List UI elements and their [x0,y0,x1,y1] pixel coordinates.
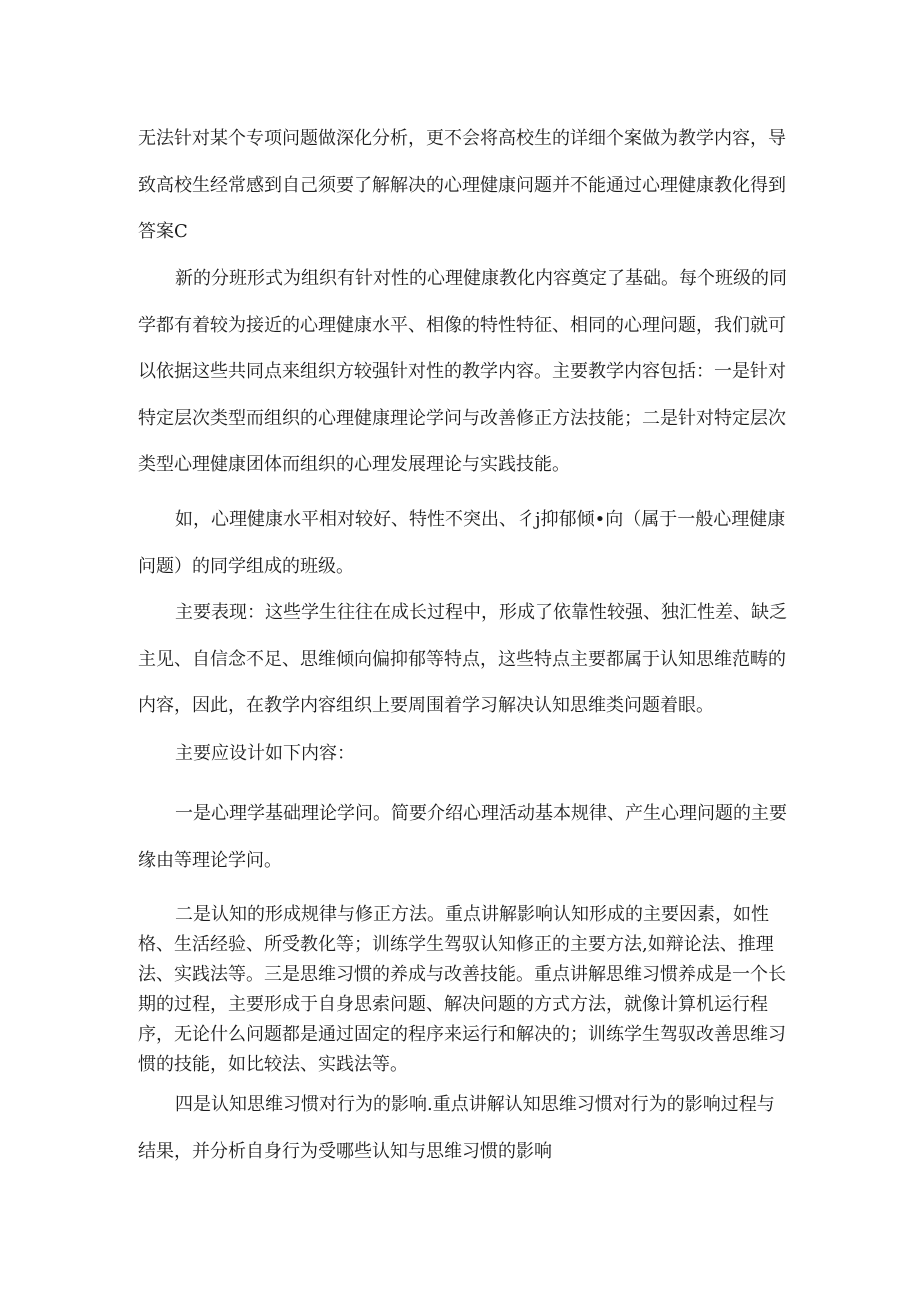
paragraph-3: 如，心理健康水平相对较好、特性不突出、彳j抑郁倾•向（属于一般心理健康问题）的同学组成的班级。 [138,509,786,577]
paragraph-1: 无法针对某个专项问题做深化分析，更不会将高校生的详细个案做为教学内容，导致高校生经常感到自己须要了解解决的心理健康问题并不能通过心理健康教化得到答案C [138,128,786,242]
paragraph-4: 主要表现：这些学生往往在成长过程中，形成了依靠性较强、独汇性差、缺乏主见、自信念不足、思维倾向偏抑郁等特点，这些特点主要都属于认知思维范畴的内容，因此，在教学内容组织上要周围着学习解决认知思维类问题着眼。 [138,602,787,716]
paragraph-5: 主要应设计如下内容： [175,743,355,764]
paragraph-2: 新的分班形式为组织有针对性的心理健康教化内容奠定了基础。每个班级的同学都有着较为接近的心理健康水平、相像的特性特征、相同的心理问题，我们就可以依据这些共同点来组织方较强针对性的教学内容。主要教学内容包括：一是针对特定层次类型而组织的心理健康理论学问与改善修正方法技能；二是针对特定层次类型心理健康团体而组织的心理发展理论与实践技能。 [138,268,787,475]
paragraph-8: 四是认知思维习惯对行为的影响.重点讲解认知思维习惯对行为的影响过程与结果，并分析自身行为受哪些认知与思维习惯的影响 [138,1094,775,1162]
paragraph-7: 二是认知的形成规律与修正方法。重点讲解影响认知形成的主要因素，如性格、生活经验、所受教化等；训练学生驾驭认知修正的主要方法,如辩论法、推理法、实践法等。三是思维习惯的养成与改善技能。重点讲解思维习惯养成是一个长期的过程，主要形成于自身思索问题、解决问题的方式方法，就像计算机运行程序，无论什么问题都是通过固定的程序来运行和解决的；训练学生驾驭改善思维习惯的技能，如比较法、实践法等。 [138,904,786,1075]
paragraph-6: 一是心理学基础理论学问。简要介绍心理活动基本规律、产生心理问题的主要缘由等理论学问。 [138,803,787,871]
